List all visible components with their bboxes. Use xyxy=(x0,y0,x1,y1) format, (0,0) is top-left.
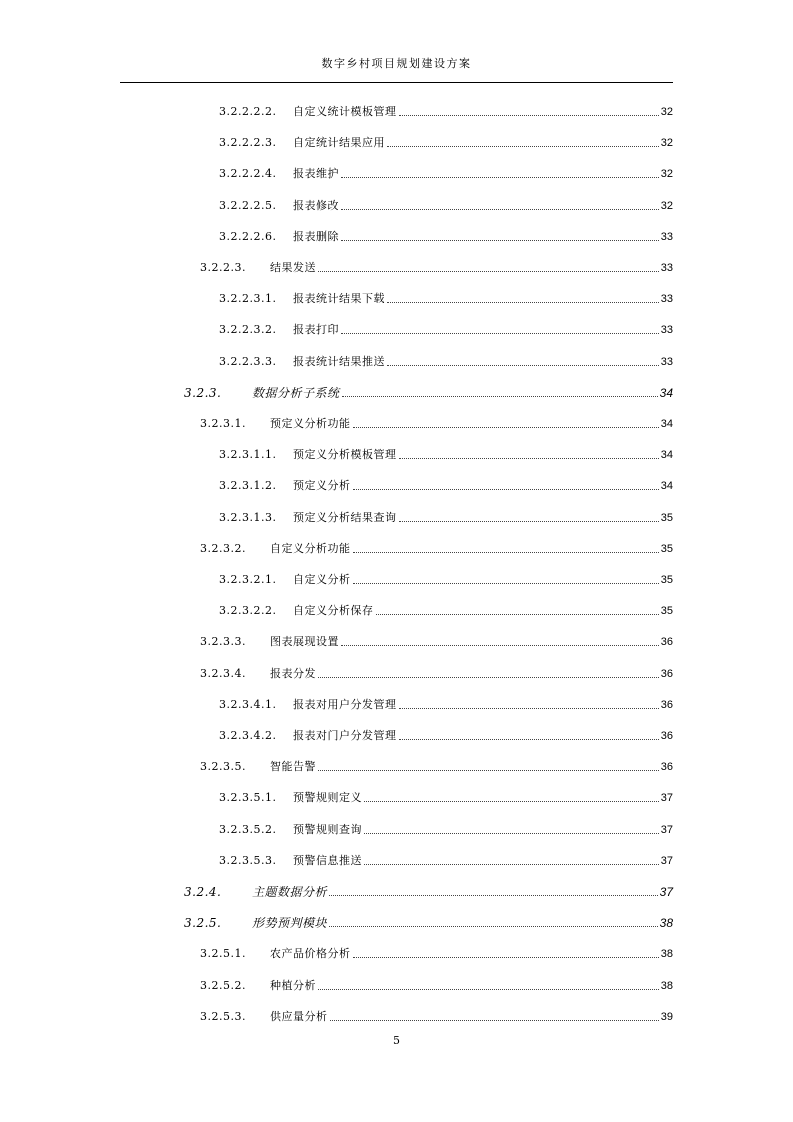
toc-entry-page: 38 xyxy=(660,948,673,961)
toc-entry-page: 36 xyxy=(660,698,673,711)
toc-entry-page: 35 xyxy=(660,511,673,524)
toc-entry-number: 3.2.5.2. xyxy=(200,978,246,992)
toc-entry[interactable] xyxy=(219,788,673,806)
toc-entry-title: 自定义分析 xyxy=(293,573,351,586)
toc-entry-page: 33 xyxy=(660,355,673,368)
toc-entry-title: 报表统计结果推送 xyxy=(293,354,385,368)
toc-entry-page: 35 xyxy=(660,574,673,586)
toc-entry-page: 37 xyxy=(660,854,673,867)
toc-leader-dots xyxy=(353,582,659,584)
toc-entry[interactable] xyxy=(200,944,673,962)
toc-entry-number: 3.2.5.1. xyxy=(200,947,246,961)
toc-entry[interactable] xyxy=(219,695,673,713)
toc-entry[interactable] xyxy=(219,851,673,869)
toc-entry-number: 3.2.3.5. xyxy=(200,760,246,774)
toc-entry-number: 3.2.3.5.1. xyxy=(219,791,277,805)
toc-entry-number: 3.2.5.3. xyxy=(200,1009,246,1023)
toc-entry-page: 39 xyxy=(660,1010,673,1023)
header-title: 数字乡村项目规划建设方案 xyxy=(321,57,472,70)
toc-entry-page: 32 xyxy=(660,106,673,118)
toc-entry[interactable] xyxy=(219,445,673,463)
toc-entry-title: 报表统计结果下载 xyxy=(293,292,385,306)
toc-entry-title: 报表删除 xyxy=(293,229,339,243)
toc-leader-dots xyxy=(342,395,658,397)
toc-entry[interactable] xyxy=(184,882,673,900)
toc-leader-dots xyxy=(399,520,659,522)
toc-entry-title: 报表对门户分发管理 xyxy=(293,729,397,742)
toc-entry[interactable] xyxy=(200,664,673,682)
toc-entry[interactable] xyxy=(184,383,673,401)
toc-entry-title: 自定统计结果应用 xyxy=(293,136,385,150)
toc-entry-page: 37 xyxy=(659,885,673,899)
toc-entry-number: 3.2.4. xyxy=(184,885,222,899)
toc-entry[interactable] xyxy=(219,320,673,338)
toc-leader-dots xyxy=(341,332,659,334)
toc-entry-number: 3.2.5. xyxy=(184,916,222,931)
toc-entry-page: 38 xyxy=(659,916,673,931)
toc-entry-title: 报表打印 xyxy=(293,323,339,337)
toc-leader-dots xyxy=(341,644,659,646)
toc-entry-page: 36 xyxy=(660,667,673,680)
toc-entry-number: 3.2.3.5.3. xyxy=(219,853,277,867)
toc-leader-dots xyxy=(341,239,659,241)
toc-entry-number: 3.2.3.1.3. xyxy=(219,510,277,524)
toc-leader-dots xyxy=(353,551,659,553)
toc-leader-dots xyxy=(353,956,659,958)
toc-leader-dots xyxy=(329,894,658,896)
toc-entry-title: 种植分析 xyxy=(270,978,316,992)
toc-entry-title: 预定义分析 xyxy=(293,479,351,493)
toc-entry-number: 3.2.2.2.4. xyxy=(219,167,277,181)
toc-entry-title: 自定义统计模板管理 xyxy=(293,105,397,118)
toc-entry-number: 3.2.3.2. xyxy=(200,541,246,555)
toc-leader-dots xyxy=(353,488,659,490)
toc-entry-number: 3.2.2.2.3. xyxy=(219,136,277,150)
toc-entry-title: 自定义分析保存 xyxy=(293,604,374,618)
toc-entry-page: 35 xyxy=(660,605,673,618)
toc-entry-page: 38 xyxy=(660,979,673,992)
toc-leader-dots xyxy=(399,738,659,740)
toc-entry[interactable] xyxy=(219,352,673,370)
toc-leader-dots xyxy=(387,145,659,147)
toc-entry-number: 3.2.2.3.2. xyxy=(219,323,277,337)
toc-entry-number: 3.2.3.1.2. xyxy=(219,479,277,493)
toc-entry[interactable] xyxy=(219,570,673,588)
toc-leader-dots xyxy=(318,769,659,771)
toc-entry-page: 33 xyxy=(660,262,673,274)
toc-entry-number: 3.2.3. xyxy=(184,385,222,400)
toc-leader-dots xyxy=(341,208,659,210)
toc-entry-number: 3.2.2.3.3. xyxy=(219,354,277,368)
toc-entry-number: 3.2.2.2.2. xyxy=(219,105,277,118)
toc-entry[interactable] xyxy=(219,133,673,151)
toc-leader-dots xyxy=(318,676,659,678)
toc-leader-dots xyxy=(330,1019,659,1021)
toc-entry-number: 3.2.3.4. xyxy=(200,666,246,680)
toc-entry[interactable] xyxy=(200,1007,673,1025)
toc-entry-page: 33 xyxy=(660,293,673,306)
toc-entry[interactable] xyxy=(184,913,673,931)
toc-leader-dots xyxy=(387,301,659,303)
toc-entry-number: 3.2.3.5.2. xyxy=(219,822,277,836)
toc-entry-title: 农产品价格分析 xyxy=(270,947,351,961)
toc-entry[interactable] xyxy=(200,757,673,775)
toc-entry[interactable] xyxy=(200,632,673,650)
toc-entry-page: 34 xyxy=(660,418,673,430)
toc-entry-page: 37 xyxy=(660,792,673,805)
toc-entry-number: 3.2.2.2.6. xyxy=(219,229,277,243)
toc-entry-title: 预警规则定义 xyxy=(293,791,362,805)
toc-entry-title: 预警信息推送 xyxy=(293,853,362,867)
toc-entry-number: 3.2.2.3. xyxy=(200,261,246,274)
toc-leader-dots xyxy=(387,364,659,366)
toc-entry-title: 预警规则查询 xyxy=(293,822,362,836)
toc-entry-page: 37 xyxy=(660,823,673,836)
toc-entry-title: 智能告警 xyxy=(270,760,316,774)
toc-entry-number: 3.2.3.4.2. xyxy=(219,729,277,742)
toc-entry-number: 3.2.3.2.1. xyxy=(219,573,277,586)
toc-entry[interactable] xyxy=(219,726,673,744)
toc-entry[interactable] xyxy=(219,820,673,838)
toc-entry[interactable] xyxy=(219,196,673,214)
toc-entry[interactable] xyxy=(200,976,673,994)
toc-entry-title: 预定义分析模板管理 xyxy=(293,448,397,462)
toc-entry-number: 3.2.2.3.1. xyxy=(219,292,277,306)
toc-entry[interactable] xyxy=(219,601,673,619)
toc-entry-title: 报表修改 xyxy=(293,198,339,212)
toc-entry-page: 34 xyxy=(660,480,673,493)
toc-entry[interactable] xyxy=(219,102,673,120)
toc-entry-number: 3.2.2.2.5. xyxy=(219,198,277,212)
page-number: 5 xyxy=(393,1034,400,1047)
toc-entry-title: 数据分析子系统 xyxy=(252,385,340,400)
toc-entry-page: 34 xyxy=(660,449,673,462)
toc-entry-title: 主题数据分析 xyxy=(252,885,328,899)
toc-entry-page: 36 xyxy=(660,761,673,774)
toc-entry-page: 36 xyxy=(660,730,673,742)
toc-entry-title: 报表对用户分发管理 xyxy=(293,697,397,711)
toc-entry-title: 报表分发 xyxy=(270,666,316,680)
toc-entry[interactable] xyxy=(200,258,673,276)
toc-leader-dots xyxy=(399,707,659,709)
toc-leader-dots xyxy=(399,457,659,459)
toc-entry[interactable] xyxy=(219,164,673,182)
toc-entry[interactable] xyxy=(219,508,673,526)
toc-entry-title: 形势预判模块 xyxy=(252,916,328,931)
toc-entry[interactable] xyxy=(200,539,673,557)
toc-entry-title: 图表展现设置 xyxy=(270,635,339,649)
toc-entry-page: 32 xyxy=(660,137,673,150)
toc-entry[interactable] xyxy=(219,289,673,307)
toc-leader-dots xyxy=(364,832,659,834)
toc-leader-dots xyxy=(353,426,659,428)
toc-entry-page: 33 xyxy=(660,324,673,337)
toc-entry-number: 3.2.3.3. xyxy=(200,635,246,649)
toc-entry-title: 预定义分析结果查询 xyxy=(293,510,397,524)
toc-leader-dots xyxy=(341,176,659,178)
toc-entry-page: 33 xyxy=(660,230,673,243)
toc-entry-title: 自定义分析功能 xyxy=(270,541,351,555)
toc-entry-page: 32 xyxy=(660,199,673,212)
toc-entry-number: 3.2.3.1. xyxy=(200,417,246,430)
toc-leader-dots xyxy=(364,800,659,802)
toc-entry[interactable] xyxy=(219,476,673,494)
toc-entry[interactable] xyxy=(219,227,673,245)
toc-entry-number: 3.2.3.4.1. xyxy=(219,697,277,711)
toc-leader-dots xyxy=(329,925,658,927)
toc-entry-page: 36 xyxy=(660,636,673,649)
toc-leader-dots xyxy=(376,613,659,615)
toc-leader-dots xyxy=(364,863,659,865)
toc-entry-title: 供应量分析 xyxy=(270,1009,328,1023)
toc-entry[interactable] xyxy=(200,414,673,432)
toc-entry-page: 32 xyxy=(660,168,673,181)
toc-entry-title: 结果发送 xyxy=(270,261,316,274)
toc-leader-dots xyxy=(399,114,659,116)
toc-leader-dots xyxy=(318,270,659,272)
toc-entry-page: 34 xyxy=(659,385,673,400)
toc-entry-page: 35 xyxy=(660,542,673,555)
toc-entry-number: 3.2.3.1.1. xyxy=(219,448,277,462)
toc-entry-title: 报表维护 xyxy=(293,167,339,181)
toc-leader-dots xyxy=(318,988,659,990)
toc-entry-title: 预定义分析功能 xyxy=(270,417,351,430)
toc-entry-number: 3.2.3.2.2. xyxy=(219,604,277,618)
